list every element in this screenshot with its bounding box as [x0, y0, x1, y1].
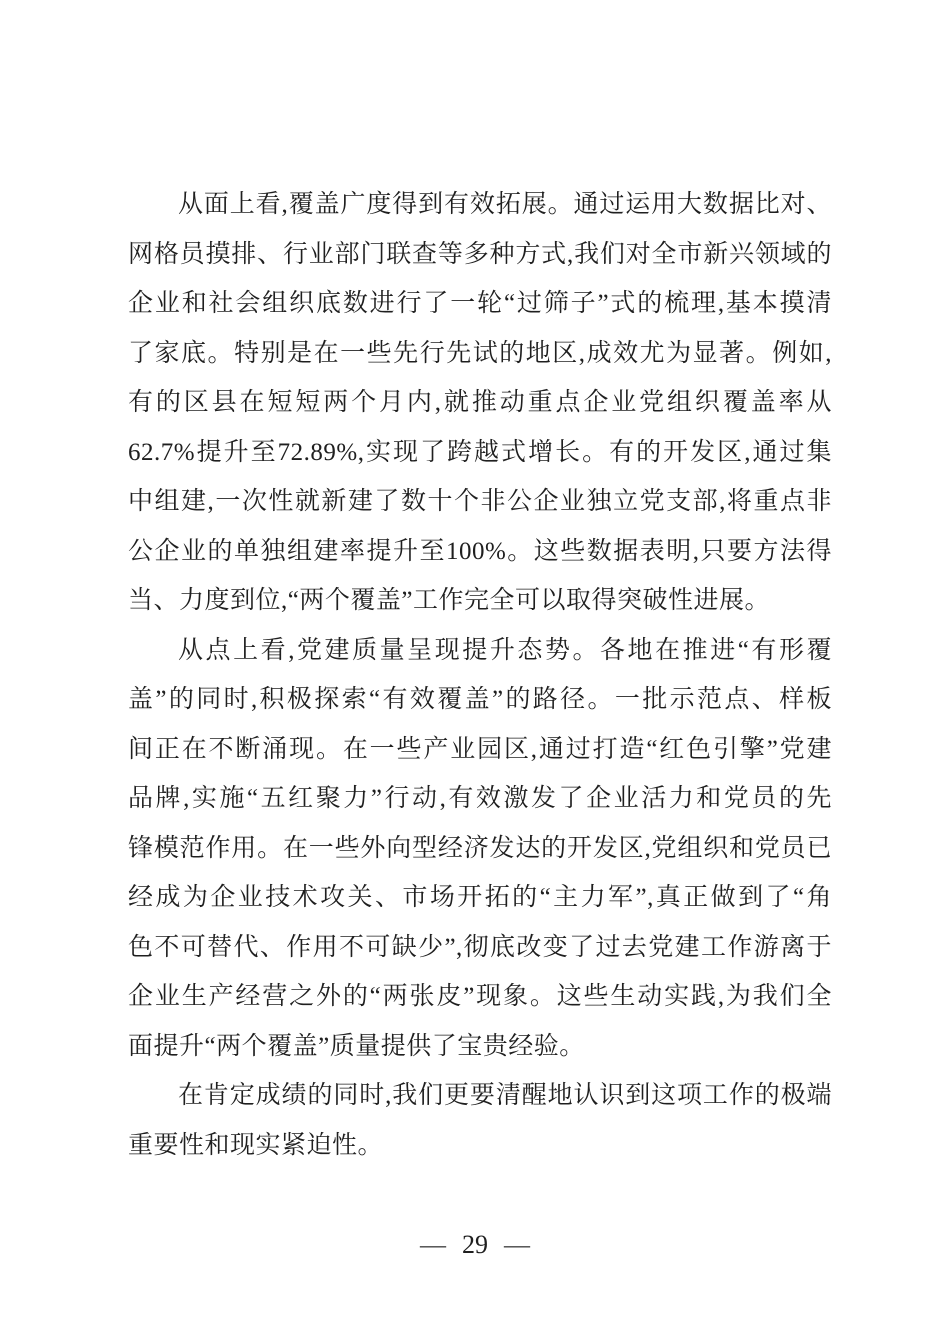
page-footer	[0, 1230, 950, 1260]
text-line: 62.7%提升至72.89%,实现了跨越式增长。有的开发区,通过集	[128, 438, 832, 466]
text-line: 公企业的单独组建率提升至100%。这些数据表明,只要方法得	[128, 537, 832, 565]
text-line: 盖”的同时,积极探索“有效覆盖”的路径。一批示范点、样板	[128, 686, 832, 713]
text-line: 从面上看,覆盖广度得到有效拓展。通过运用大数据比对、	[178, 191, 832, 218]
footer-dash-right: —	[504, 1230, 530, 1259]
page-number: 29	[462, 1230, 488, 1259]
text-line: 锋模范作用。在一些外向型经济发达的开发区,党组织和党员已	[128, 834, 832, 862]
text-line: 重要性和现实紧迫性。	[128, 1131, 384, 1159]
text-line: 经成为企业技术攻关、市场开拓的“主力军”,真正做到了“角	[128, 884, 832, 911]
text-line: 品牌,实施“五红聚力”行动,有效激发了企业活力和党员的先	[128, 785, 832, 812]
document-body	[128, 180, 832, 1170]
text-line: 了家底。特别是在一些先行先试的地区,成效尤为显著。例如,	[128, 339, 832, 367]
footer-dash-left: —	[420, 1230, 446, 1259]
text-line: 网格员摸排、行业部门联查等多种方式,我们对全市新兴领域的	[128, 240, 832, 268]
text-line: 中组建,一次性就新建了数十个非公企业独立党支部,将重点非	[128, 488, 832, 515]
text-line: 从点上看,党建质量呈现提升态势。各地在推进“有形覆	[178, 636, 832, 664]
text-line: 有的区县在短短两个月内,就推动重点企业党组织覆盖率从	[128, 389, 832, 416]
text-line: 间正在不断涌现。在一些产业园区,通过打造“红色引擎”党建	[128, 735, 832, 763]
text-line: 当、力度到位,“两个覆盖”工作完全可以取得突破性进展。	[128, 587, 770, 614]
text-line: 面提升“两个覆盖”质量提供了宝贵经验。	[128, 1032, 585, 1060]
text-line: 在肯定成绩的同时,我们更要清醒地认识到这项工作的极端	[178, 1082, 832, 1109]
text-line: 企业生产经营之外的“两张皮”现象。这些生动实践,为我们全	[128, 983, 832, 1010]
text-line: 色不可替代、作用不可缺少”,彻底改变了过去党建工作游离于	[128, 933, 832, 961]
text-line: 企业和社会组织底数进行了一轮“过筛子”式的梳理,基本摸清	[128, 290, 832, 317]
